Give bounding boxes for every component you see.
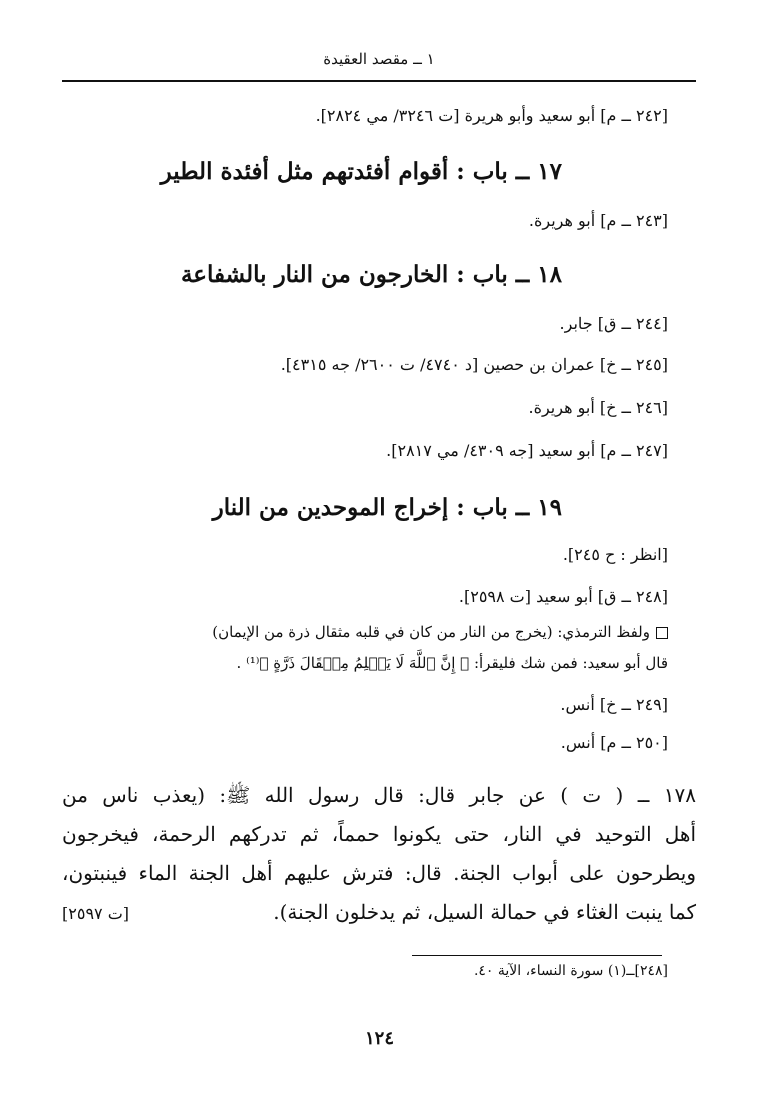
chapter-heading-18: ١٨ ــ باب : الخارجون من النار بالشفاعة	[180, 261, 562, 288]
hadith-178-line-4	[62, 900, 696, 924]
hadith-ref-243: [٢٤٣ ــ م] أبو هريرة.	[528, 211, 668, 230]
tirmidhi-note	[212, 623, 668, 641]
header-rule	[62, 80, 696, 82]
hadith-ref-247: [٢٤٧ ــ م] أبو سعيد [جه ٤٣٠٩/ مي ٢٨١٧].	[386, 441, 668, 460]
hadith-178-line-1: ١٧٨ ــ ( ت ) عن جابر قال: قال رسول الله ﷺ: (يعذب ناس من	[62, 783, 696, 807]
hadith-ref-244: [٢٤٤ ــ ق] جابر.	[559, 314, 668, 333]
square-bullet-icon	[656, 627, 668, 639]
abu-said-note: قال أبو سعيد: فمن شك فليقرأ: ﴿ إِنَّ ٱللَّهَ لَا يَظۡلِمُ مِثۡقَالَ ذَرَّةٍ ﴾⁽¹⁾ .	[236, 654, 668, 672]
hadith-ref-246: [٢٤٦ ــ خ] أبو هريرة.	[528, 398, 668, 417]
hadith-ref-242: [٢٤٢ ــ م] أبو سعيد وأبو هريرة [ت ٣٢٤٦/ مي ٢٨٢٤].	[315, 106, 668, 125]
running-header: ١ ــ مقصد العقيدة	[323, 50, 435, 68]
hadith-178-line-4-text: كما ينبت الغثاء في حمالة السيل، ثم يدخلون الجنة).	[273, 900, 696, 924]
chapter-heading-17: ١٧ ــ باب : أقوام أفئدتهم مثل أفئدة الطير	[160, 158, 562, 185]
hadith-178-source-ref: [ت ٢٥٩٧]	[62, 904, 130, 923]
footnote: [٢٤٨]ــ(١) سورة النساء، الآية ٤٠.	[473, 963, 668, 979]
hadith-ref-249: [٢٤٩ ــ خ] أنس.	[560, 695, 668, 714]
tirmidhi-note-text: ولفظ الترمذي: (يخرج من النار من كان في قلبه مثقال ذرة من الإيمان)	[212, 623, 650, 641]
hadith-ref-245: [٢٤٥ ــ خ] عمران بن حصين [د ٤٧٤٠/ ت ٢٦٠٠/ جه ٤٣١٥].	[280, 355, 668, 374]
hadith-ref-250: [٢٥٠ ــ م] أنس.	[560, 733, 668, 752]
hadith-ref-248: [٢٤٨ ــ ق] أبو سعيد [ت ٢٥٩٨].	[458, 587, 668, 606]
page-number: ١٢٤	[364, 1028, 394, 1049]
hadith-178-line-3: ويطرحون على أبواب الجنة. قال: فترش عليهم أهل الجنة الماء فينبتون،	[62, 861, 696, 885]
cross-reference: [انظر : ح ٢٤٥].	[562, 545, 668, 564]
chapter-heading-19: ١٩ ــ باب : إخراج الموحدين من النار	[212, 494, 562, 521]
hadith-178-line-2: أهل التوحيد في النار، حتى يكونوا حمماً، ثم تدركهم الرحمة، فيخرجون	[62, 822, 696, 846]
footnote-rule	[412, 955, 662, 956]
